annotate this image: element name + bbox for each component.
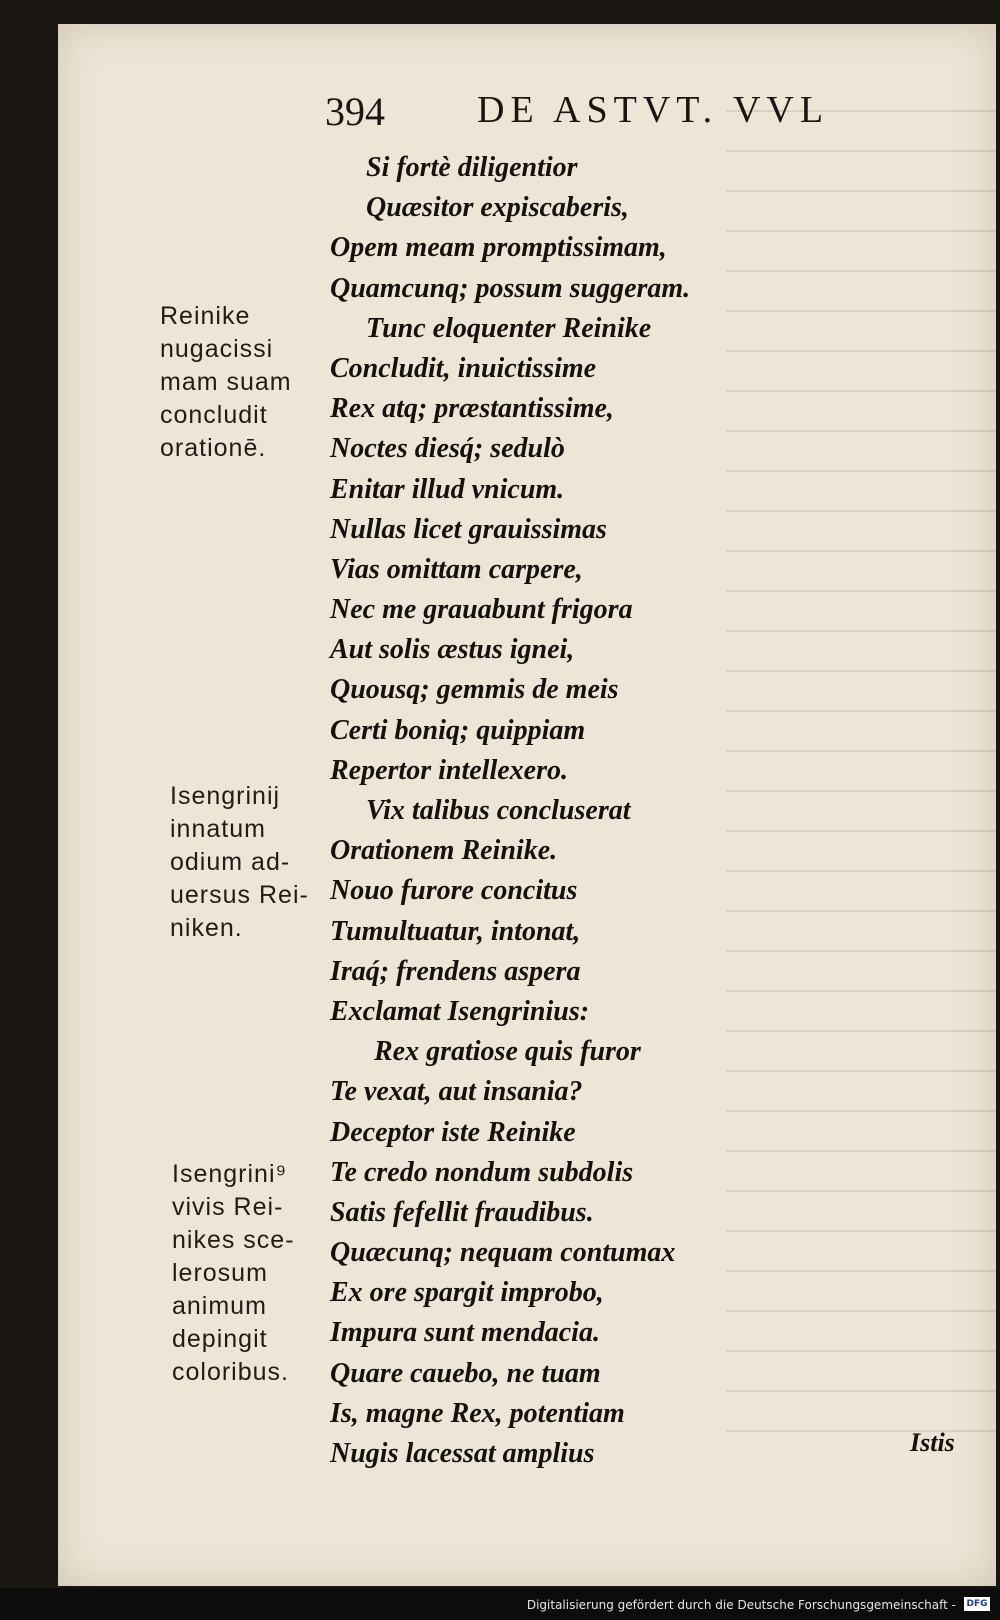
verse-line: Satis fefellit fraudibus. — [330, 1196, 594, 1228]
verse-line: Impura sunt mendacia. — [330, 1317, 600, 1349]
verse-line: Exclamat Isengrinius: — [330, 995, 590, 1027]
margin-note-line: nikes sce- — [172, 1226, 295, 1254]
digitization-footer — [0, 1588, 1000, 1620]
verse-line: Enitar illud vnicum. — [330, 473, 565, 505]
verse-line: Quare cauebo, ne tuam — [330, 1357, 601, 1389]
verse-line: Noctes diesq́; sedulò — [330, 433, 565, 465]
margin-note-line: depingit — [172, 1325, 268, 1353]
running-title: DE ASTVT. VVL — [477, 89, 830, 131]
verse-line: Repertor intellexero. — [330, 754, 568, 786]
verse-line: Is, magne Rex, potentiam — [330, 1397, 625, 1429]
verse-line: Quousq; gemmis de meis — [330, 674, 619, 706]
margin-note-line: coloribus. — [172, 1358, 289, 1386]
margin-note-line: vivis Rei- — [172, 1193, 284, 1221]
margin-note-line: niken. — [170, 914, 243, 942]
verse-line: Ex ore spargit improbo, — [330, 1277, 604, 1309]
verse-line: Te credo nondum subdolis — [330, 1156, 634, 1188]
verse-line: Nugis lacessat amplius — [330, 1438, 595, 1469]
verse-line: Rex atq; præstantissime, — [330, 393, 614, 425]
verse-line: Iraq́; frendens aspera — [330, 955, 581, 987]
margin-note-isengrinij — [170, 780, 309, 945]
margin-note-line: Isengrini⁹ — [172, 1160, 288, 1188]
verse-line: Nouo furore concitus — [330, 875, 578, 907]
verse-line: Orationem Reinike. — [330, 835, 558, 867]
verse-line: Tumultuatur, intonat, — [330, 915, 581, 947]
margin-note-line: animum — [172, 1292, 267, 1320]
page-number: 394 — [325, 89, 385, 134]
footer-credit: Digitalisierung gefördert durch die Deutsche Forschungsgemeinschaft - — [526, 1598, 956, 1612]
dfg-logo: DFG — [964, 1597, 990, 1611]
verse-line: Quæcunq; nequam contumax — [330, 1237, 676, 1269]
verse-line: Te vexat, aut insania? — [330, 1076, 583, 1108]
margin-note-line: orationē. — [160, 434, 267, 462]
verse-line: Opem meam promptissimam, — [330, 232, 667, 264]
margin-note-line: mam suam — [160, 368, 292, 396]
verse-line: Concludit, inuictissime — [330, 352, 597, 384]
margin-note-line: odium ad- — [170, 848, 291, 876]
margin-note-line: Isengrinij — [170, 782, 281, 810]
verse-line: Nec me grauabunt frigora — [330, 594, 633, 626]
catchword: Istis — [910, 1428, 955, 1457]
verse-line: Vias omittam carpere, — [330, 553, 583, 585]
verse-line: Certi boniq; quippiam — [330, 714, 586, 746]
verse-line: Tunc eloquenter Reinike — [366, 312, 652, 344]
verse-line: Quamcunq; possum suggeram. — [330, 272, 691, 304]
margin-note-line: lerosum — [172, 1259, 268, 1287]
verse-line: Deceptor iste Reinike — [330, 1116, 576, 1148]
margin-note-line: uersus Rei- — [170, 881, 309, 909]
verse-line: Quæsitor expiscaberis, — [366, 192, 629, 224]
verse-line: Rex gratiose quis furor — [374, 1036, 641, 1068]
page-header — [325, 88, 885, 138]
verse-line: Aut solis æstus ignei, — [330, 634, 575, 666]
margin-note-isengrini — [172, 1158, 295, 1389]
margin-note-line: concludit — [160, 401, 268, 429]
margin-note-line: Reinike — [160, 302, 251, 330]
verse-block — [330, 148, 850, 1474]
margin-note-line: innatum — [170, 815, 266, 843]
margin-note-reinike — [160, 300, 292, 465]
verse-line: Si fortè diligentior — [366, 152, 578, 183]
verse-line: Nullas licet grauissimas — [330, 513, 607, 545]
margin-note-line: nugacissi — [160, 335, 274, 363]
verse-line: Vix talibus concluserat — [366, 795, 631, 826]
